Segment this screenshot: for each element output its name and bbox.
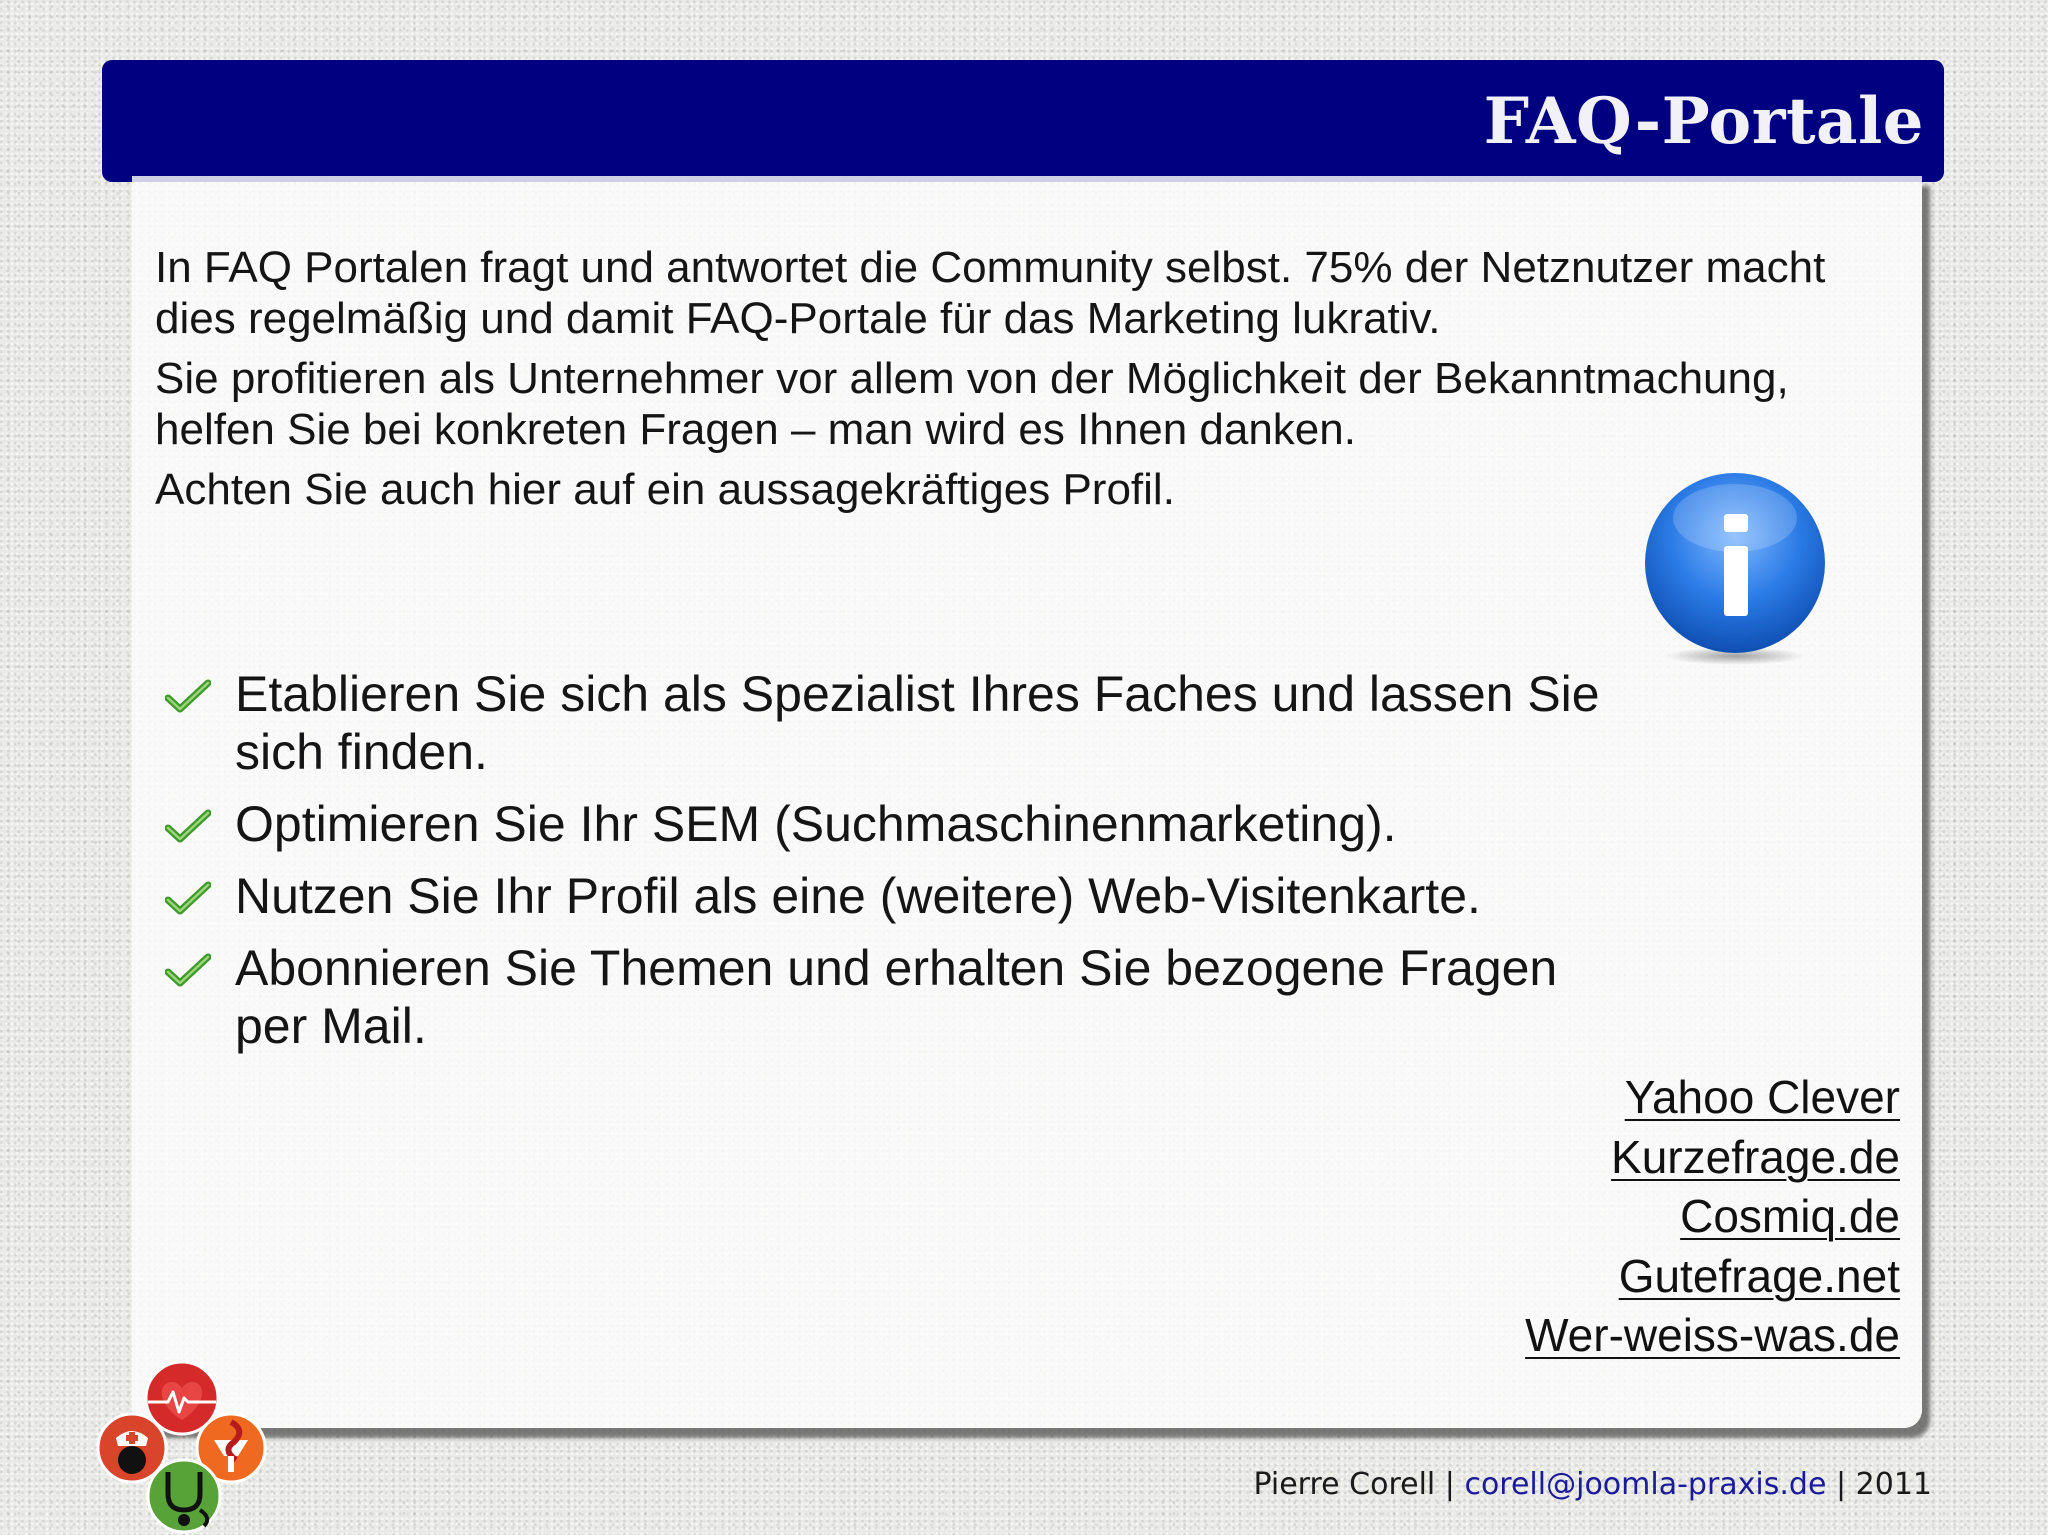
link-wer-weiss-was[interactable]: Wer-weiss-was.de <box>1525 1309 1900 1361</box>
link-kurzefrage[interactable]: Kurzefrage.de <box>1611 1130 1900 1183</box>
bullet-text: Optimieren Sie Ihr SEM (Suchmaschinenmarketing). <box>235 796 1397 852</box>
list-item <box>165 665 1615 781</box>
footer-year: 2011 <box>1855 1467 1932 1502</box>
footer-author: Pierre Corell <box>1253 1467 1436 1502</box>
info-icon <box>1642 470 1828 670</box>
intro-paragraph: In FAQ Portalen fragt und antwortet die Community selbst. 75% der Netznutzer macht dies regelmäßig und damit FAQ-Portale für das Marketing lukrativ. <box>155 243 1826 343</box>
link-yahoo-clever[interactable]: Yahoo Clever <box>1624 1071 1900 1123</box>
portal-links <box>1525 1068 1900 1366</box>
checkmark-icon <box>165 880 211 916</box>
list-item <box>165 867 1615 925</box>
checkmark-icon <box>165 952 211 988</box>
bullet-text: Abonnieren Sie Themen und erhalten Sie bezogene Fragen per Mail. <box>235 940 1558 1054</box>
slide-title: FAQ-Portale <box>1483 83 1924 159</box>
footer-separator: | <box>1444 1467 1455 1502</box>
checkmark-icon <box>165 808 211 844</box>
footer-email-link[interactable]: corell@joomla-praxis.de <box>1464 1467 1827 1502</box>
link-gutefrage[interactable]: Gutefrage.net <box>1618 1249 1900 1302</box>
bullet-text: Nutzen Sie Ihr Profil als eine (weitere) Web-Visitenkarte. <box>235 868 1481 924</box>
list-item <box>165 795 1615 853</box>
link-cosmiq[interactable]: Cosmiq.de <box>1680 1190 1900 1242</box>
bullet-list <box>165 665 1615 1069</box>
bullet-text: Etablieren Sie sich als Spezialist Ihres Faches und lassen Sie sich finden. <box>235 666 1600 780</box>
footer-separator: | <box>1835 1467 1847 1502</box>
intro-paragraph: Achten Sie auch hier auf ein aussagekräftiges Profil. <box>155 465 1175 514</box>
title-bar <box>102 60 1944 182</box>
checkmark-icon <box>165 678 211 714</box>
list-item <box>165 939 1615 1055</box>
medical-logo <box>96 1360 271 1535</box>
intro-paragraph: Sie profitieren als Unternehmer vor allem von der Möglichkeit der Bekanntmachung, helfen Sie bei konkreten Fragen – man wird es Ihnen danken. <box>155 354 1789 454</box>
footer <box>1253 1467 1932 1502</box>
